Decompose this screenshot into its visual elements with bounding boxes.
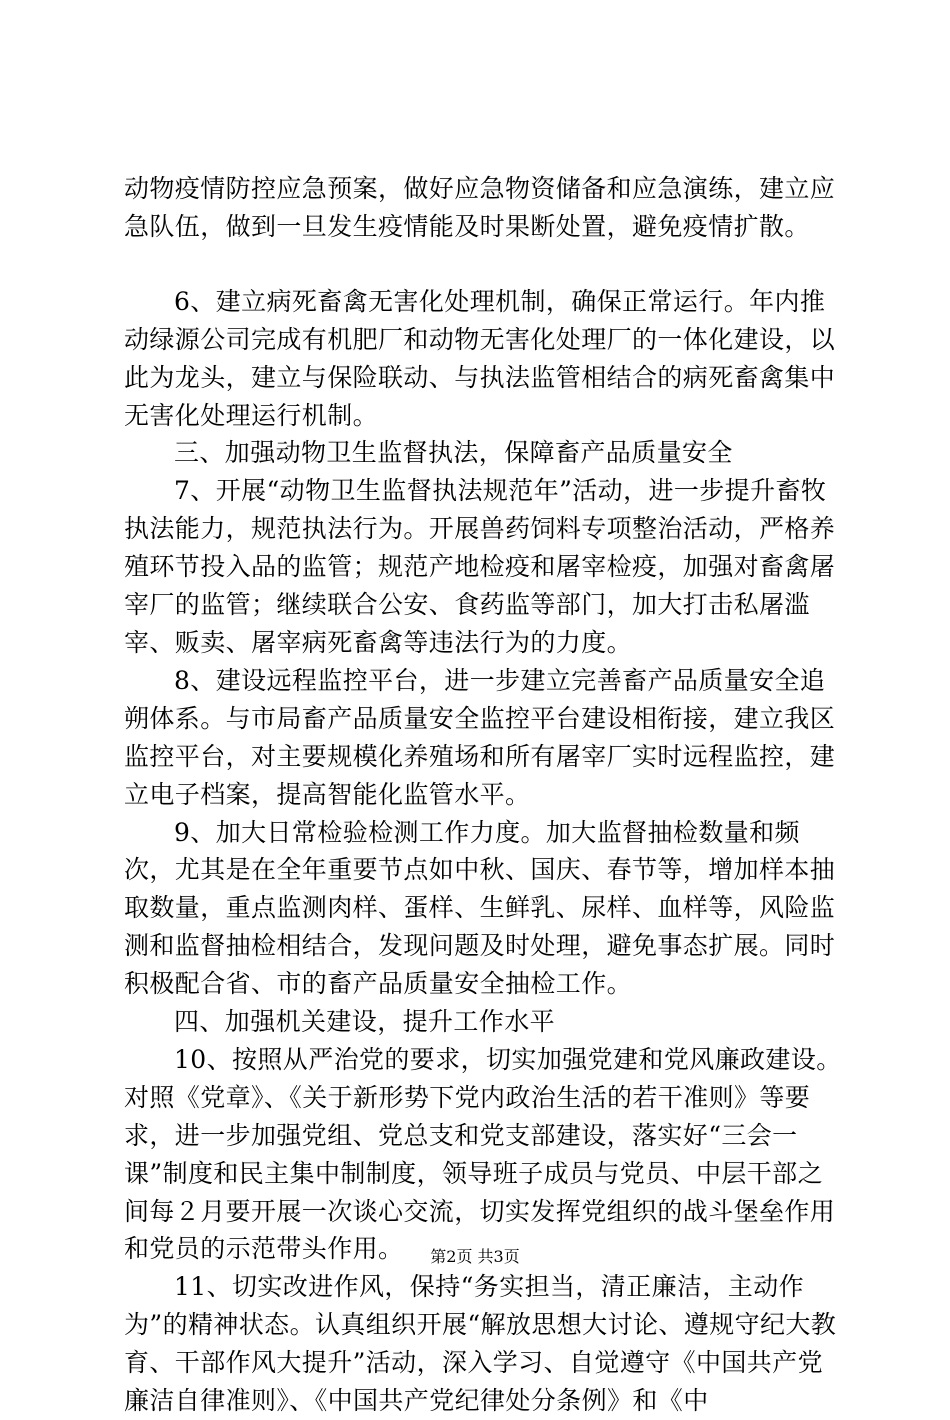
section-heading-4: 四、加强机关建设，提升工作水平 [174,1007,556,1037]
paragraph-item-8: 8、建设远程监控平台，进一步建立完善畜产品质量安全追朔体系。与市局畜产品质量安全监控平台建设相衔接，建立我区监控平台，对主要规模化养殖场和所有屠宰厂实时远程监控，建立电子档案，提高智能化监管水平。 [124,665,836,809]
paragraph-item-9: 9、加大日常检验检测工作力度。加大监督抽检数量和频次，尤其是在全年重要节点如中秋、国庆、春节等，增加样本抽取数量，重点监测肉样、蛋样、生鲜乳、尿样、血样等，风险监测和监督抽检相结合，发现问题及时处理，避免事态扩展。同时积极配合省、市的畜产品质量安全抽检工作。 [124,817,836,999]
paragraph-item-6: 6、建立病死畜禽无害化处理机制，确保正常运行。年内推动绿源公司完成有机肥厂和动物无害化处理厂的一体化建设，以此为龙头，建立与保险联动、与执法监管相结合的病死畜禽集中无害化处理运行机制。 [124,286,836,430]
paragraph-item-11: 11、切实改进作风，保持“务实担当，清正廉洁，主动作为”的精神状态。认真组织开展“解放思想大讨论、遵规守纪大教育、干部作风大提升”活动，深入学习、自觉遵守《中国共产党廉洁自律准则》、《中国共产党纪律处分条例》和《中 [124,1272,837,1416]
paragraph-emergency-plan: 动物疫情防控应急预案，做好应急物资储备和应急演练，建立应急队伍，做到一旦发生疫情能及时果断处置，避免疫情扩散。 [124,174,836,241]
paragraph-item-10: 10、按照从严治党的要求，切实加强党建和党风廉政建设。对照《党章》、《关于新形势下党内政治生活的若干准则》等要求，进一步加强党组、党总支和党支部建设，落实好“三会一课”制度和民主集中制制度，领导班子成员与党员、中层干部之间每２月要开展一次谈心交流，切实发挥党组织的战斗堡垒作用和党员的示范带头作用。 [124,1044,842,1264]
page-footer: 第2页 共3页 [430,1247,520,1266]
document-body [124,170,844,1420]
section-heading-3: 三、加强动物卫生监督执法，保障畜产品质量安全 [174,438,733,468]
paragraph-item-7: 7、开展“动物卫生监督执法规范年”活动，进一步提升畜牧执法能力，规范执法行为。开展兽药饲料专项整治活动，严格养殖环节投入品的监管；规范产地检疫和屠宰检疫，加强对畜禽屠宰厂的监管；继续联合公安、食药监等部门，加大打击私屠滥宰、贩卖、屠宰病死畜禽等违法行为的力度。 [124,476,836,657]
